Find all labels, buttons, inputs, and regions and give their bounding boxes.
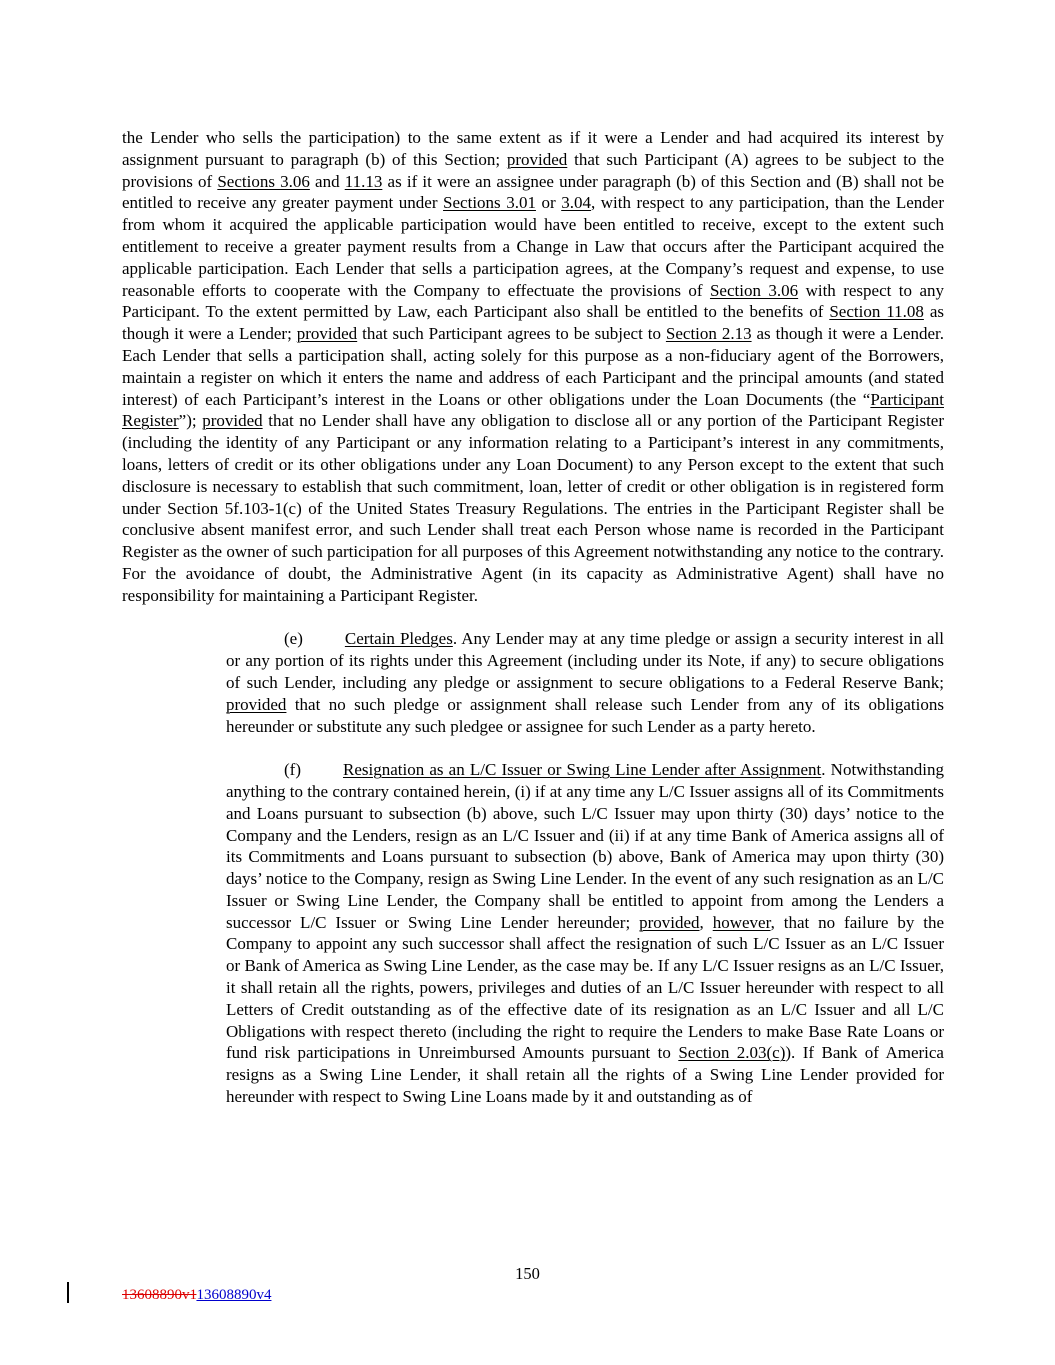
doc-id-inserted: 13608890v4 — [196, 1287, 272, 1303]
doc-id-deleted: 13608890v1 — [122, 1287, 197, 1303]
paragraph-e-certain-pledges: (e) Certain Pledges. Any Lender may at any time pledge or assign a security interest in all or any portion of its rights under this Agreement (including under its Note, if any) to secure obligations of such Lender, including any pledge or assignment to secure obligations to a Federal Reserve Bank; provided that no such pledge or assignment shall release such Lender from any of its obligations hereunder or substitute any such pledgee or assignee for such Lender as a party hereto. — [226, 629, 945, 736]
document-body — [122, 127, 944, 1108]
paragraph-participations-continued: the Lender who sells the participation) to the same extent as if it were a Lender and had acquired its interest by assignment pursuant to paragraph (b) of this Section; provided that such Participant (A) agrees to be subject to the provisions of Sections 3.06 and 11.13 as if it were an assignee under paragraph (b) of this Section and (B) shall not be entitled to receive any greater payment under Sections 3.01 or 3.04, with respect to any participation, than the Lender from whom it acquired the applicable participation would have been entitled to receive, except to the extent such entitlement to receive a greater payment results from a Change in Law that occurs after the Participant acquired the applicable participation. Each Lender that sells a participation agrees, at the Company’s request and expense, to use reasonable efforts to cooperate with the Company to effectuate the provisions of Section 3.06 with respect to any Participant. To the extent permitted by Law, each Participant also shall be entitled to the benefits of Section 11.08 as though it were a Lender; provided that such Participant agrees to be subject to Section 2.13 as though it were a Lender. Each Lender that sells a participation shall, acting solely for this purpose as a non-fiduciary agent of the Borrowers, maintain a register on which it enters the name and address of each Participant and the principal amounts (and stated interest) of each Participant’s interest in the Loans or other obligations under the Loan Documents (the “Participant Register”); provided that no Lender shall have any obligation to disclose all or any portion of the Participant Register (including the identity of any Participant or any information relating to a Participant’s interest in any commitments, loans, letters of credit or its other obligations under any Loan Document) to any Person except to the extent that such disclosure is necessary to establish that such commitment, loan, letter of credit or other obligation is in registered form under Section 5f.103-1(c) of the United States Treasury Regulations. The entries in the Participant Register shall be conclusive absent manifest error, and such Lender shall treat each Person whose name is recorded in the Participant Register as the owner of such participation for all purposes of this Agreement notwithstanding any notice to the contrary. For the avoidance of doubt, the Administrative Agent (in its capacity as Administrative Agent) shall have no responsibility for maintaining a Participant Register. — [122, 128, 945, 605]
revision-change-bar — [67, 1282, 69, 1303]
document-id-footer — [122, 1286, 271, 1304]
page-number: 150 — [515, 1264, 540, 1283]
paragraph-f-resignation: (f) Resignation as an L/C Issuer or Swing Line Lender after Assignment. Notwithstanding anything to the contrary contained herein, (i) if at any time any L/C Issuer assigns all of its Commitments and Loans pursuant to subsection (b) above, such L/C Issuer may upon thirty (30) days’ notice to the Company and the Lenders, resign as an L/C Issuer and (ii) if at any time Bank of America assigns all of its Commitments and Loans pursuant to subsection (b) above, Bank of America may upon thirty (30) days’ notice to the Company, resign as Swing Line Lender. In the event of any such resignation as an L/C Issuer or Swing Line Lender, the Company shall be entitled to appoint from among the Lenders a successor L/C Issuer or Swing Line Lender hereunder; provided, however, that no failure by the Company to appoint any such successor shall affect the resignation of such L/C Issuer as an L/C Issuer or Bank of America as Swing Line Lender, as the case may be. If any L/C Issuer resigns as an L/C Issuer, it shall retain all the rights, powers, privileges and duties of an L/C Issuer hereunder with respect to all Letters of Credit outstanding as of the effective date of its resignation as an L/C Issuer and all L/C Obligations with respect thereto (including the right to require the Lenders to make Base Rate Loans or fund risk participations in Unreimbursed Amounts pursuant to Section 2.03(c)). If Bank of America resigns as a Swing Line Lender, it shall retain all the rights of a Swing Line Lender provided for hereunder with respect to Swing Line Loans made by it and outstanding as of — [226, 760, 945, 1107]
